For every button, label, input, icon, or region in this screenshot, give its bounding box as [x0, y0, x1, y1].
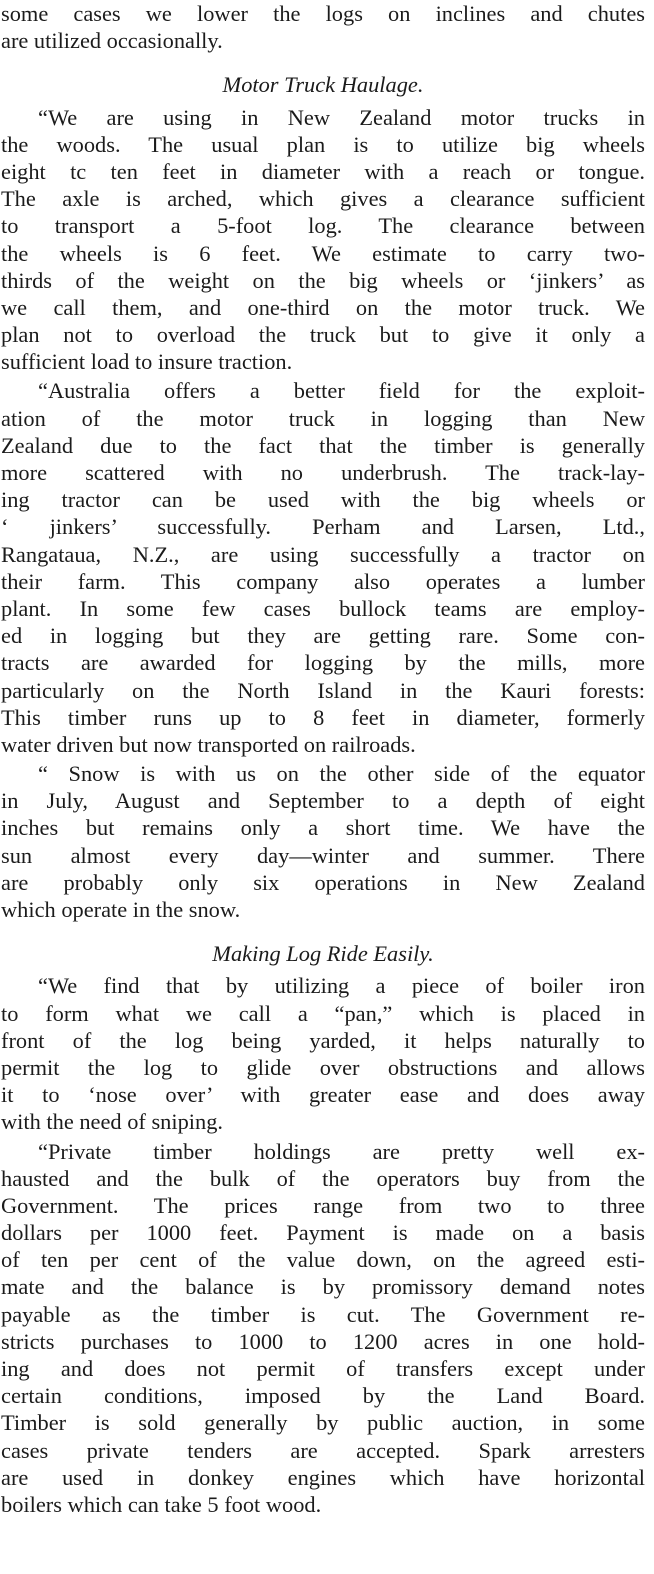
text-line: plant. In some few cases bullock teams are employ- [1, 595, 645, 621]
text-line: sun almost every day—winter and summer. There [1, 842, 645, 868]
text-line: are utilized occasionally. [1, 28, 223, 54]
text-line: This timber runs up to 8 feet in diameter, formerly [1, 704, 645, 730]
text-line: boilers which can take 5 foot wood. [1, 1491, 322, 1517]
text-line: which operate in the snow. [1, 897, 241, 922]
text-line: “Private timber holdings are pretty well ex- [38, 1138, 645, 1164]
text-line: Government. The prices range from two to three [1, 1192, 645, 1218]
text-line: dollars per 1000 feet. Payment is made on a basis [1, 1220, 645, 1246]
text-line: are probably only six operations in New Zealand [1, 869, 645, 895]
text-line: payable as the timber is cut. The Government re- [1, 1301, 645, 1327]
opening-paragraph [1, 0, 645, 54]
text-line: mate and the balance is by promissory demand notes [1, 1274, 645, 1300]
text-line: Rangataua, N.Z., are using successfully a tractor on [1, 541, 645, 567]
paragraph [1, 104, 645, 376]
text-line: sufficient load to insure traction. [1, 349, 293, 375]
text-line: ing and does not permit of transfers except under [1, 1356, 645, 1381]
text-line: we call them, and one-third on the motor truck. We [1, 294, 645, 320]
paragraph [1, 377, 645, 758]
text-line: are used in donkey engines which have horizontal [1, 1464, 645, 1490]
text-line: their farm. This company also operates a lumber [1, 568, 645, 594]
text-line: tracts are awarded for logging by the mills, more [1, 650, 645, 676]
paragraph [1, 1138, 645, 1519]
document-page [1, 0, 645, 1518]
text-line: it to ‘nose over’ with greater ease and does away [1, 1082, 645, 1108]
text-line: some cases we lower the logs on inclines and chutes [1, 1, 645, 26]
text-line: to transport a 5-foot log. The clearance between [1, 213, 645, 239]
text-line: ing tractor can be used with the big wheels or [1, 487, 645, 513]
text-line: front of the log being yarded, it helps naturally to [1, 1027, 645, 1053]
text-line: cases private tenders are accepted. Spark arresters [1, 1437, 645, 1463]
text-line: more scattered with no underbrush. The track-lay- [1, 460, 645, 485]
text-line: water driven but now transported on railroads. [1, 731, 416, 757]
text-line: the woods. The usual plan is to utilize big wheels [1, 131, 645, 157]
text-line: with the need of sniping. [1, 1109, 224, 1135]
section-heading-making-log-ride-easily: Making Log Ride Easily. [212, 941, 434, 967]
text-line: of ten per cent of the value down, on the agreed esti- [1, 1247, 645, 1273]
section-heading-motor-truck-haulage: Motor Truck Haulage. [222, 72, 424, 98]
paragraph [1, 760, 645, 923]
text-line: The axle is arched, which gives a clearance sufficient [1, 186, 645, 212]
paragraph [1, 972, 645, 1135]
text-line: ed in logging but they are getting rare. Some con- [1, 623, 645, 649]
text-line: particularly on the North Island in the Kauri forests: [1, 677, 645, 703]
text-line: Timber is sold generally by public auction, in some [1, 1410, 645, 1436]
text-line: certain conditions, imposed by the Land Board. [1, 1383, 645, 1409]
text-line: plan not to overload the truck but to give it only a [1, 322, 645, 348]
text-line: eight tc ten feet in diameter with a reach or tongue. [1, 158, 645, 184]
text-line: “ Snow is with us on the other side of the equator [38, 761, 645, 787]
text-line: to form what we call a “pan,” which is placed in [1, 1000, 645, 1026]
text-line: ‘ jinkers’ successfully. Perham and Larsen, Ltd., [1, 514, 645, 540]
text-line: “We find that by utilizing a piece of boiler iron [38, 973, 645, 999]
text-line: ation of the motor truck in logging than New [1, 405, 645, 431]
text-line: in July, August and September to a depth of eight [1, 788, 645, 814]
text-line: thirds of the weight on the big wheels or ‘jinkers’ as [1, 267, 645, 293]
text-line: “Australia offers a better field for the exploit- [38, 378, 645, 404]
text-line: “We are using in New Zealand motor trucks in [38, 104, 645, 130]
text-line: permit the log to glide over obstructions and allows [1, 1054, 645, 1080]
text-line: stricts purchases to 1000 to 1200 acres in one hold- [1, 1328, 645, 1354]
text-line: hausted and the bulk of the operators buy from the [1, 1165, 645, 1191]
text-line: Zealand due to the fact that the timber is generally [1, 432, 645, 458]
text-line: inches but remains only a short time. We have the [1, 815, 645, 841]
text-line: the wheels is 6 feet. We estimate to carry two- [1, 240, 645, 266]
